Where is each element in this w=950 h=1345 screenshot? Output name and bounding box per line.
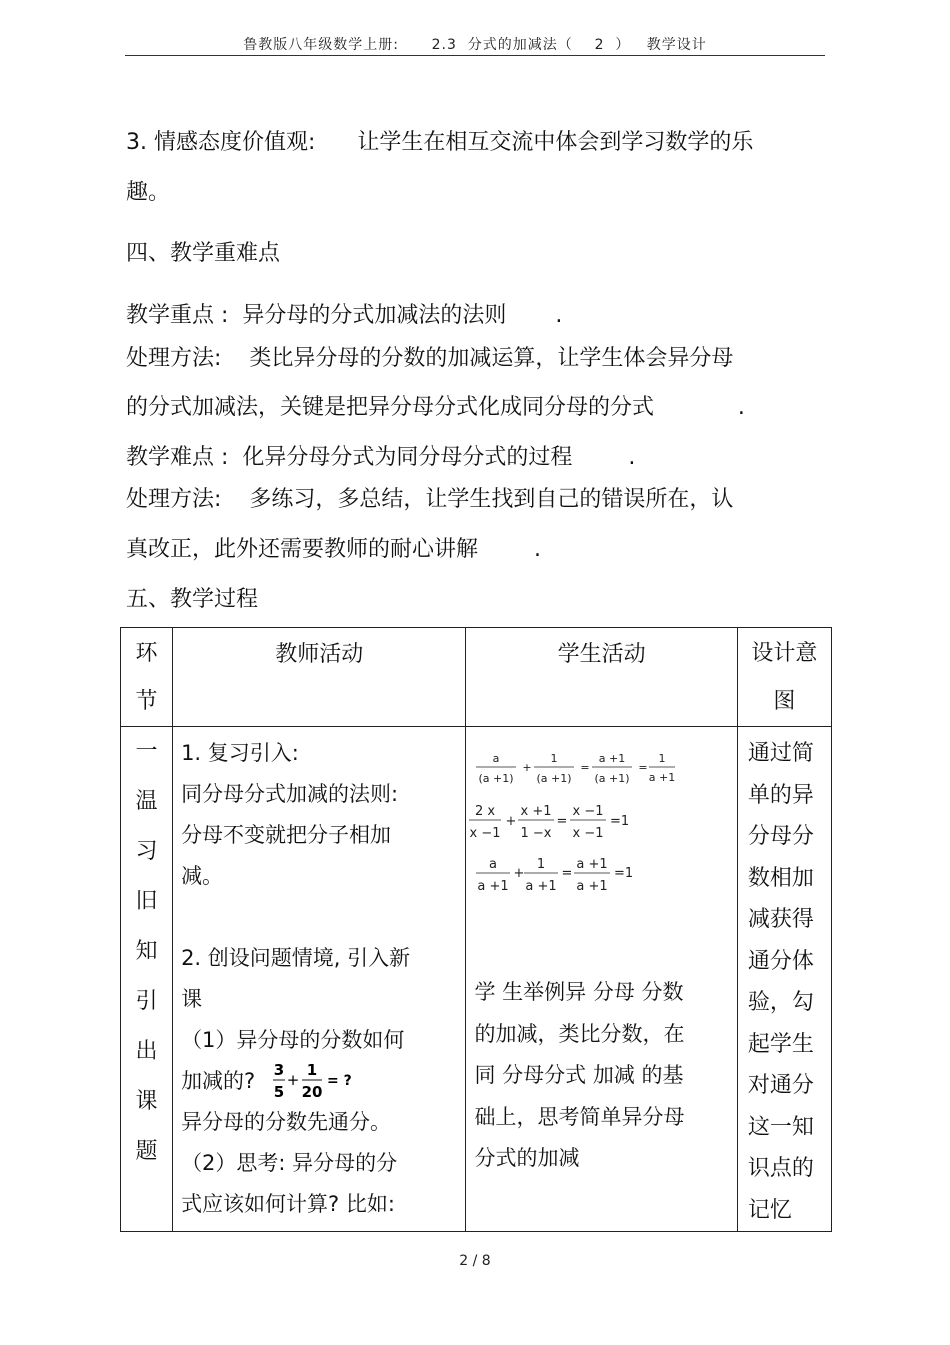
equation-2	[469, 804, 629, 841]
design-line: 通分体	[747, 948, 814, 974]
eq-term: a +1	[477, 879, 510, 892]
eq-term: a +1	[576, 879, 609, 892]
stage-char: 习	[135, 839, 158, 864]
design-line: 记忆	[747, 1197, 792, 1223]
teacher-line: 式应该如何计算? 比如:	[181, 1192, 395, 1216]
equation-3	[476, 857, 633, 892]
section-heading-key-points: 四、教学重难点	[126, 241, 281, 266]
table-header-row	[121, 628, 832, 727]
paragraph-key-point: 教学重点 : 异分母的分式加减法的法则 .	[126, 303, 563, 328]
stage-char: 题	[135, 1139, 158, 1164]
header-student-label: 学生活动	[557, 642, 646, 667]
eq-term: (a +1)	[536, 772, 572, 785]
eq-op: =	[562, 866, 573, 881]
design-line: 分母分	[747, 824, 814, 849]
student-equations	[466, 727, 737, 892]
eq-term: (a +1)	[478, 772, 514, 785]
eq-term: a	[489, 857, 498, 872]
design-intent-cell	[737, 727, 831, 1232]
stage-char: 温	[135, 789, 158, 814]
eq-term: x −1	[572, 826, 604, 841]
paragraph-emotion-goal-cont: 趣。	[126, 180, 171, 205]
eq-term: a +1	[649, 771, 676, 784]
teacher-line: 加减的?	[181, 1069, 256, 1093]
stage-char: 课	[135, 1089, 158, 1114]
eq-result: =1	[614, 866, 634, 881]
teacher-line: 课	[181, 987, 203, 1011]
student-line: 分式的加减	[474, 1146, 580, 1170]
design-line: 单的异	[747, 782, 814, 808]
design-line: 对通分	[747, 1073, 814, 1098]
stage-cell	[121, 727, 173, 1232]
fraction-numerator: 1	[306, 1061, 318, 1079]
header-stage-char: 节	[135, 689, 158, 714]
header-rule	[125, 55, 825, 56]
teacher-activity-cell	[173, 727, 466, 1232]
eq-term: x +1	[520, 804, 552, 819]
eq-op: =	[580, 761, 591, 774]
student-line: 同 分母分式 加减 的基	[474, 1063, 684, 1087]
teacher-line: 2. 创设问题情境, 引入新	[181, 946, 411, 970]
teaching-process-table	[120, 627, 832, 1232]
stage-char: 引	[135, 989, 158, 1014]
eq-term: x −1	[572, 804, 604, 819]
section-heading-process: 五、教学过程	[126, 587, 259, 612]
eq-term: 1	[537, 857, 546, 872]
design-line: 数相加	[747, 865, 814, 891]
stage-char: 一	[135, 739, 158, 764]
stage-char: 旧	[135, 889, 158, 914]
eq-op: +	[522, 761, 533, 774]
header-design	[737, 628, 831, 727]
paragraph-method-1: 处理方法: 类比异分母的分数的加减运算，让学生体会异分母	[126, 346, 734, 371]
plus-sign: +	[286, 1071, 300, 1089]
header-design-line: 图	[773, 689, 796, 714]
header-stage	[121, 628, 173, 727]
eq-op: =	[557, 814, 568, 829]
teacher-line: （1）异分母的分数如何	[181, 1028, 405, 1052]
equation-1	[476, 752, 675, 785]
eq-term: a +1	[525, 879, 558, 892]
paragraph-method-2: 处理方法: 多练习，多总结，让学生找到自己的错误所在，认	[126, 487, 734, 512]
design-line: 这一知	[747, 1114, 814, 1140]
eq-term: (a +1)	[594, 772, 630, 785]
design-line: 通过简	[747, 741, 814, 766]
teacher-line: 同分母分式加减的法则:	[181, 782, 399, 806]
student-activity-cell	[466, 727, 737, 1232]
stage-char: 出	[135, 1039, 158, 1064]
header-teacher-label: 教师活动	[275, 642, 364, 667]
eq-term: 1	[658, 752, 666, 765]
eq-op: =	[638, 761, 649, 774]
paragraph-method-2-cont: 真改正，此外还需要教师的耐心讲解 .	[126, 537, 541, 562]
equals-question: = ?	[327, 1073, 352, 1089]
teacher-line: （2）思考: 异分母的分	[181, 1151, 398, 1175]
stage-char: 知	[135, 939, 158, 964]
eq-result: =1	[610, 814, 630, 829]
teacher-line-with-fraction	[181, 1061, 465, 1102]
fraction-denominator: 5	[273, 1083, 285, 1101]
design-line: 验，勾	[747, 990, 814, 1015]
student-line: 础上，思考简单异分母	[474, 1104, 685, 1129]
fraction-numerator: 3	[273, 1061, 285, 1079]
student-line: 学 生举例异 分母 分数	[474, 980, 684, 1004]
teacher-line: 1. 复习引入:	[181, 741, 299, 765]
fraction-expression	[273, 1058, 373, 1102]
header-student	[466, 628, 737, 727]
eq-op: +	[514, 866, 525, 881]
design-line: 识点的	[747, 1156, 814, 1181]
paragraph-difficulty: 教学难点 : 化异分母分式为同分母分式的过程 .	[126, 445, 636, 470]
design-line: 起学生	[747, 1031, 814, 1057]
eq-op: +	[506, 814, 517, 829]
eq-term: a +1	[599, 752, 626, 765]
paragraph-method-1-cont: 的分式加减法，关键是把异分母分式化成同分母的分式 .	[126, 395, 745, 420]
page-number: 2 / 8	[459, 1253, 491, 1269]
eq-term: 1 −x	[520, 826, 552, 841]
table-row	[121, 727, 832, 1232]
teacher-line: 异分母的分数先通分。	[181, 1110, 392, 1134]
paragraph-emotion-goal: 3. 情感态度价值观: 让学生在相互交流中体会到学习数学的乐	[126, 130, 754, 155]
eq-term: x −1	[469, 826, 501, 841]
header-teacher	[173, 628, 466, 727]
teacher-line: 减。	[181, 864, 224, 888]
running-header: 鲁教版八年级数学上册: 2.3 分式的加减法（ 2 ） 教学设计	[243, 37, 707, 53]
fraction-denominator: 20	[301, 1083, 323, 1101]
eq-term: a +1	[576, 857, 609, 872]
eq-term: 2 x	[475, 804, 496, 819]
student-line: 的加减，类比分数，在	[474, 1021, 685, 1046]
eq-term: 1	[550, 752, 558, 765]
header-design-line: 设计意	[751, 641, 818, 666]
eq-term: a	[493, 752, 500, 765]
header-stage-char: 环	[135, 641, 158, 666]
teacher-line: 分母不变就把分子相加	[181, 823, 392, 847]
design-line: 减获得	[747, 907, 814, 932]
